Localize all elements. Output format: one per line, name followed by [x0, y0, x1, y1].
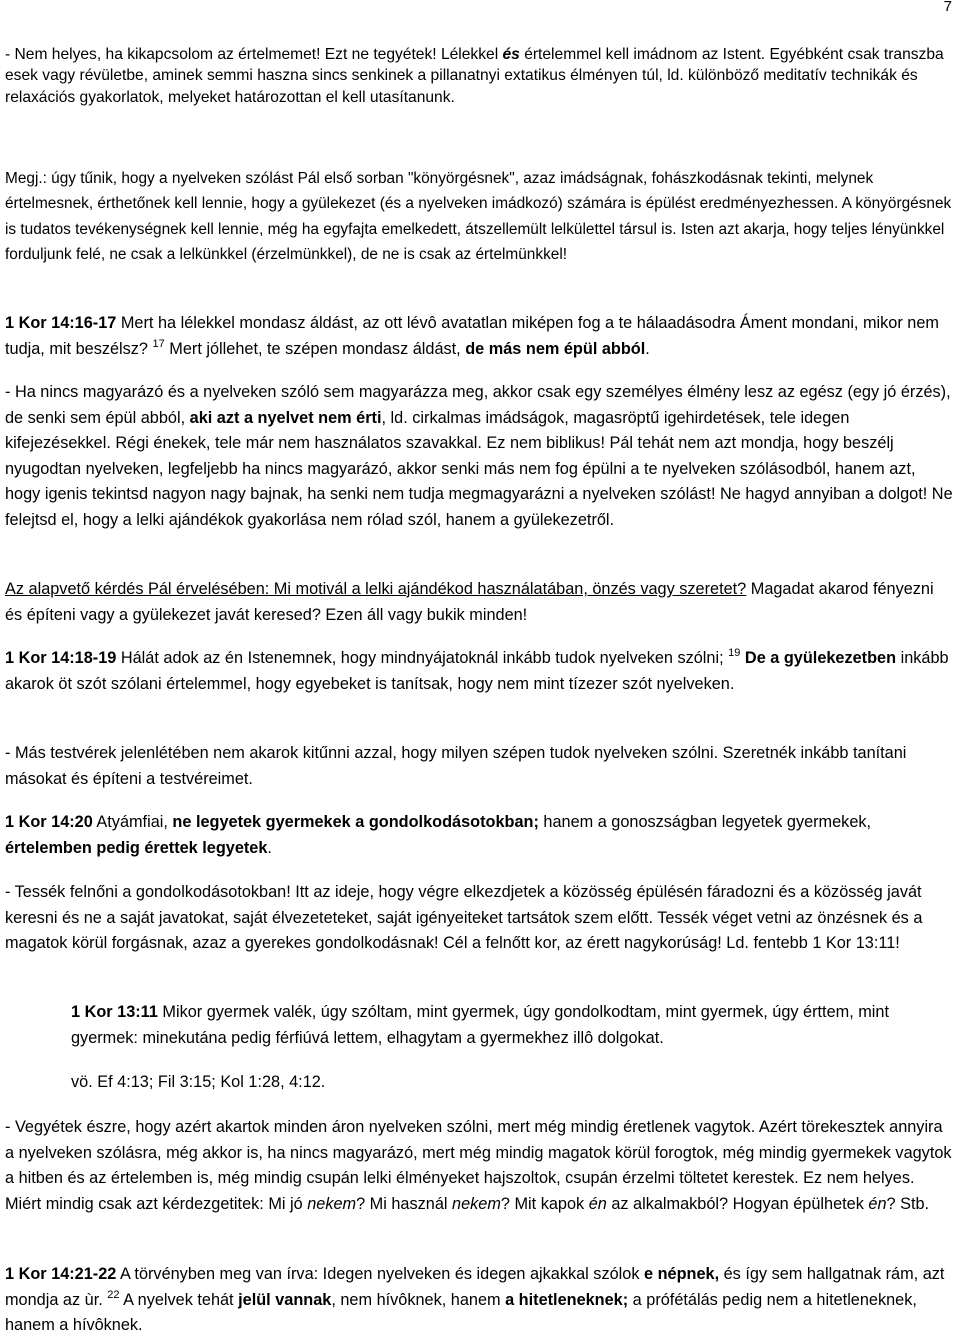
p11-text: ? Mi használ — [356, 1194, 453, 1213]
verse-bold: jelül vannak — [238, 1290, 332, 1309]
p4-text: , ld. cirkalmas imádságok, magasröptű igehirdetések, tele idegen kifejezésekkel. Régi énekek, tele már nem használatos szavakkal. Ez nem biblikus! Pál tehát nem azt mondja, hogy beszélj nyugodtan nyelveken, legfeljebb ha nincs magyarázó, akkor senki más nem fog épülni a te nyelveken szólásodból, hanem azt, hogy igenis tekintsd nagyon nagy bajnak, ha senki nem tudja megmagyarázni a nyelveken szólást! Ne hagyd annyiban a dolgot! Ne felejtsd el, hogy a lelki ajándékok gyakorlása nem rólad szól, hanem a gyülekezetről. — [5, 408, 953, 529]
verse-text: , nem hívôknek, hanem — [331, 1290, 506, 1309]
verse-bold: de más nem épül abból — [465, 339, 646, 358]
verse-text: . — [645, 339, 650, 358]
p4-bold: aki azt a nyelvet nem érti — [189, 408, 382, 427]
verse-text: és így sem hallgatnak rám, azt mondja az ùr. — [5, 1265, 945, 1309]
verse-ref: 1 Kor 14:21-22 — [5, 1265, 117, 1283]
paragraph-11 — [5, 1115, 955, 1217]
verse-number: 22 — [107, 1288, 120, 1301]
p11-italic: én — [868, 1194, 887, 1213]
verse-bold: a hitetleneknek; — [505, 1290, 629, 1309]
verse-text: Mert ha lélekkel mondasz áldást, az ott lévô avatatlan miképen fog a te hálaadásodra Áment mondani, mikor nem tudja, mit beszélsz? — [5, 314, 939, 358]
p1-text-c: értelemmel kell imádnom az Istent. Egyébként csak transzba esek vagy révületbe, aminek semmi haszna sincs senkinek a pillanatnyi extatikus élményen túl, ld. különböző meditatív technikák és relaxációs gyakorlatok, melyeket határozottan el kell utasítanunk. — [5, 46, 944, 106]
p11-text: az alkalmakból? Hogyan épülhetek — [606, 1194, 869, 1213]
p11-text: - Vegyétek észre, hogy azért akartok minden áron nyelveken szólni, mert még mindig éretlenek vagytok. Azért törekesztek annyira a nyelveken szólásra, még akkor is, ha nincs magyarázó, mert még mindig magatok körül forogtok, még mindig gyermekek vagytok a hitben és az értelemben is, még mindig csupán lelki élményeket hajszoltok, csupán érzelmi töltetet kerestek. Ez nem helyes. Miért mindig csak azt kérdezgetitek: Mi jó — [5, 1118, 952, 1213]
p5-text: Magadat akarod fényezni és építeni vagy a gyülekezet javát keresed? Ezen áll vagy bukik minden! — [5, 580, 934, 624]
verse-text: hanem a gonoszságban legyetek gyermekek, — [538, 813, 872, 831]
verse-text: inkább akarok öt szót szólani értelemmel, hogy egyebeket is tanítsak, hogy nem mint tízezer szót nyelveken. — [5, 649, 949, 693]
verse-text: a prófétálás pedig nem a hitetleneknek, hanem a hívôknek. — [5, 1290, 917, 1335]
underlined-question: Az alapvető kérdés Pál érvelésében: Mi motivál a lelki ajándékod használatában, önzés vagy szeretet? — [5, 580, 747, 598]
paragraph-note: Megj.: úgy tűnik, hogy a nyelveken szólást Pál első sorban "könyörgésnek", azaz imádságnak, fohászkodásnak tekinti, melynek értelmesnek, érthetőnek kell lennie, hogy a gyülekezet (és a nyelveken imádkozó) számára is épülést eredményezhessen. A könyörgésnek is tudatos tevékenységnek kell lennie, még ha egyfajta emelkedett, átszellemült lelkülettel társul is. Isten azt akarja, hogy teljes lényünkkel forduljunk felé, ne csak a lelkünkkel (érzelmünkkel), de ne is csak az értelmünkkel! — [5, 170, 952, 263]
p11-italic: én — [588, 1194, 607, 1213]
paragraph-question — [5, 577, 955, 628]
verse-text: Hálát adok az én Istenemnek, hogy mindnyájatoknál inkább tudok nyelveken szólni; — [116, 649, 729, 667]
verse-ref: 1 Kor 13:11 — [71, 1003, 158, 1021]
paragraph-verse-14-18 — [5, 646, 955, 697]
verse-text: . — [267, 838, 272, 857]
verse-bold: De a gyülekezetben — [740, 649, 897, 667]
p4-text: - Ha nincs magyarázó és a nyelveken szóló sem magyarázza meg, akkor csak egy személyes élmény lesz az egész (egy jó érzés), de senki sem épül abból, — [5, 383, 951, 427]
p11-italic: nekem — [452, 1194, 501, 1213]
verse-text: Mert jóllehet, te szépen mondasz áldást, — [164, 339, 466, 358]
verse-text: Mikor gyermek valék, úgy szóltam, mint gyermek, úgy gondolkodtam, mint gyermek, úgy érttem, mint gyermek: minekutána pedig férfiúvá lettem, elhagytam a gyermekhez illô dolgokat. — [71, 1003, 889, 1047]
verse-number: 19 — [728, 647, 741, 659]
cross-references: vö. Ef 4:13; Fil 3:15; Kol 1:28, 4:12. — [71, 1073, 326, 1091]
verse-bold: értelemben pedig érettek legyetek — [5, 838, 268, 857]
verse-text: A nyelvek tehát — [119, 1290, 239, 1309]
paragraph-verse-14-20 — [5, 810, 955, 861]
verse-bold: e népnek, — [643, 1265, 720, 1283]
p11-italic: nekem — [307, 1194, 357, 1213]
paragraph-verse-14-16 — [5, 311, 955, 362]
verse-ref: 1 Kor 14:20 — [5, 813, 93, 831]
verse-ref: 1 Kor 14:18-19 — [5, 649, 117, 667]
verse-text: A törvényben meg van írva: Idegen nyelveken és idegen ajkakkal szólok — [116, 1265, 644, 1283]
p11-text: ? Stb. — [886, 1194, 930, 1213]
paragraph-1 — [5, 44, 955, 108]
paragraph-9: - Tessék felnőni a gondolkodásotokban! Itt az ideje, hogy végre elkezdjetek a közösség épülésén fáradozni és a közösség javát keresni és ne a saját javatokat, saját élvezeteteket, saját igényeiteket tartsátok szem előtt. Tessék véget vetni az önzésnek és a magatok körül forgásnak, azaz a gyerekes gondolkodásnak! Cél a felnőtt kor, az érett nagykorúság! Ld. fentebb 1 Kor 13:11! — [5, 883, 923, 953]
page-number: 7 — [943, 0, 952, 15]
verse-text: Atyámfiai, — [92, 813, 173, 831]
paragraph-4 — [5, 380, 955, 534]
verse-bold: ne legyetek gyermekek a gondolkodásotokban; — [172, 813, 539, 831]
p1-text-a: - Nem helyes, ha kikapcsolom az értelmemet! Ezt ne tegyétek! Lélekkel — [5, 46, 503, 63]
quote-verse-13-11 — [71, 1000, 951, 1051]
verse-ref: 1 Kor 14:16-17 — [5, 314, 117, 332]
paragraph-verse-14-21 — [5, 1262, 955, 1339]
paragraph-7: - Más testvérek jelenlétében nem akarok kitűnni azzal, hogy milyen szépen tudok nyelveken szólni. Szeretnék inkább tanítani másokat és építeni a testvéreimet. — [5, 744, 907, 788]
p11-text: ? Mit kapok — [500, 1194, 589, 1213]
p1-emphasis: és — [502, 46, 520, 63]
verse-number: 17 — [152, 337, 165, 350]
